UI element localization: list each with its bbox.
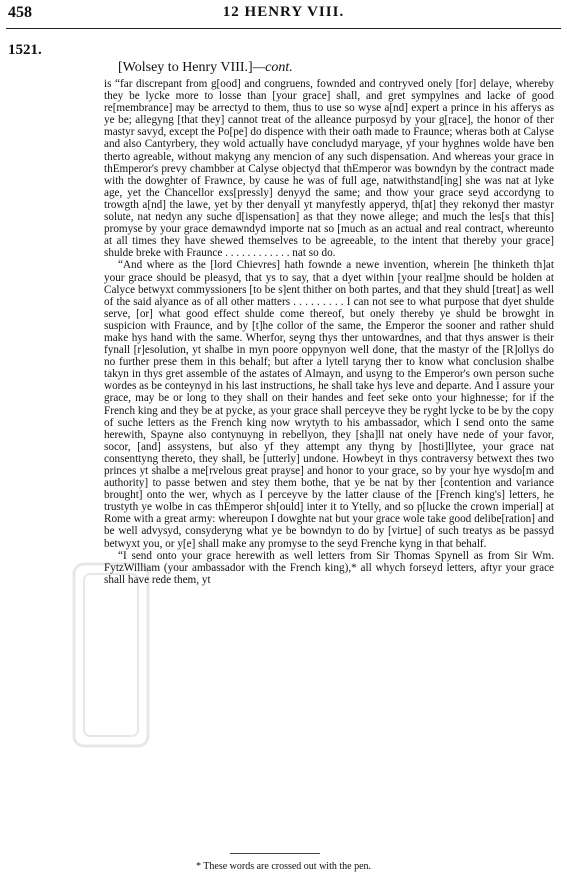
running-title: 12 HENRY VIII. (222, 4, 345, 20)
year-marker: 1521. (8, 42, 42, 58)
letter-body (104, 78, 554, 586)
footnote-rule (230, 853, 320, 854)
library-stamp-watermark (66, 560, 156, 750)
paragraph-3: “I send onto your grace herewith as well letters from Sir Thomas Spynell as from Sir Wm. FytzWilliam (your ambassador with the French king),* all whych forseyd letters, aftyr your grace shall have rede them, yt (104, 549, 554, 586)
footnote: * These words are crossed out with the pen. (195, 861, 372, 872)
paragraph-1: is “far discrepant from g[ood] and congruens, fownded and contryved onely [for] delaye, whereby they be lycke more to losse than [your grace] shall, and gret sympylnes and lacke of good re[membrance] may be arrectyd to them, thus to use so wyse a[nd] expert a prince in his afferys as ye be; allegyng [that they] cannot treat of the alleance purposyd by your g[race], the honor of ther mastyr savyd, except the Po[pe] do dispence with their oath made to Fraunce; wheras both at Calyse and also Cantyrbery, they wold actually have concludyd maryage, yf your hyghnes wolde have ben therto agreable, without makyng any mencion of any such dispensation. And whereas your grace in thEmperor's prevy chambber at Calyse objectyd that thEmperor was bowndyn by the contract made with the dowghter of Frawnce, by cause he was of full age, natwithstand[ing] she was nat at lyke age, yet the Chancellor exs[pressly] denyyd the same; and thow your grace seyd accordyng to trowgth a[nd] the lawe, yet by ther denyall yt manyfestly apperyd, th[at] they rekonyd ther mastyr solute, nat nedyn any suche d[ispensation] as that they nowe allege; and much the les[s that this] promyse by your grace demawndyd importe nat so [much as an actual and real contract, whereunto at all times they have shewed themselves to be agreeable, to the intent that thereby your grace] shulde breke with Fraunce . . . . . . . . . . . . nat so do. (104, 78, 554, 260)
heading-suffix: —cont. (252, 60, 293, 75)
page-number: 458 (8, 4, 32, 21)
header-rule (6, 28, 561, 29)
paragraph-2: “And where as the [lord Chievres] hath fownde a newe invention, wherein [he thinketh th]at your grace should be pleasyd, that ys to say, that a dyet within [your real]me should be holden at Calyce betwyxt commyssioners [to be s]ent thither on both partes, and that they shuld [treat] as well of the said alyance as of all other matters . . . . . . . . . I can not see to what purpose that dyet shulde serve, [or] what good effect shulde come thereof, but onely thereby ye shuld be browght in suspicion with Fraunce, and by [t]he collor of the same, the Emperor the sooner and rather shuld make hys hand with the same. Wherfor, seyng thys ther untowardnes, and that thys answer is their fynall [r]esolution, yt shalbe in myn poore oppynyon well done, that the mastyr of the [R]ollys do no further prese them in this behalf; but after a lytell taryng ther to know what conclusion shalbe takyn in thys gret assemble of the astates of Almayn, and usyng to the Emperor's own person suche wordes as be conteynyd in his last instructions, he shall take hys leve and departe. And I assure your grace, may be or long to they shall on their handes and feet seke onto your highnesse; for if the French king and they be at pycke, as your grace shall perceyve they be ryght lycke to be by the copy of suche letters as the French king now wrytyth to his ambassador, which I send onto the same herewith, Spayne also contynuyng in rebellyon, they [sha]ll nat onely have nede of your favor, socor, [and] assystens, but also yf they attempt any thyng by [hosti]llytee, your grace nat consenttyng thereto, they shall, be [utterly] undone. Howbeyt in thys contraversy betwext thes two princes yt shalbe a me[rvelous great prayse] and honor to your grace, so by your hye wysdo[m and authority] to passe betwen and stey them bothe, that ye be nat by ther [contention and variance brought] onto the wer, whych as I perceyve by the latter clause of the [French king's] letters, he trustyth ye wolbe in cas thEmperor sh[ould] inter it to Ytelly, and so p[lucke the crown imperial] at Rome with a great army: whereupon I dowghte nat but your grace wole take good delibe[ration] and be well advysyd, consyderyng what ye be bowndyn to do by [virtue] of such treatys as be passyd betwyxt you, or y[e] shall make any promyse to the seyd Frenche kyng in that behalf. (104, 259, 554, 550)
heading-prefix: [Wolsey to Henry VIII.] (118, 60, 253, 75)
letter-heading (118, 60, 293, 76)
